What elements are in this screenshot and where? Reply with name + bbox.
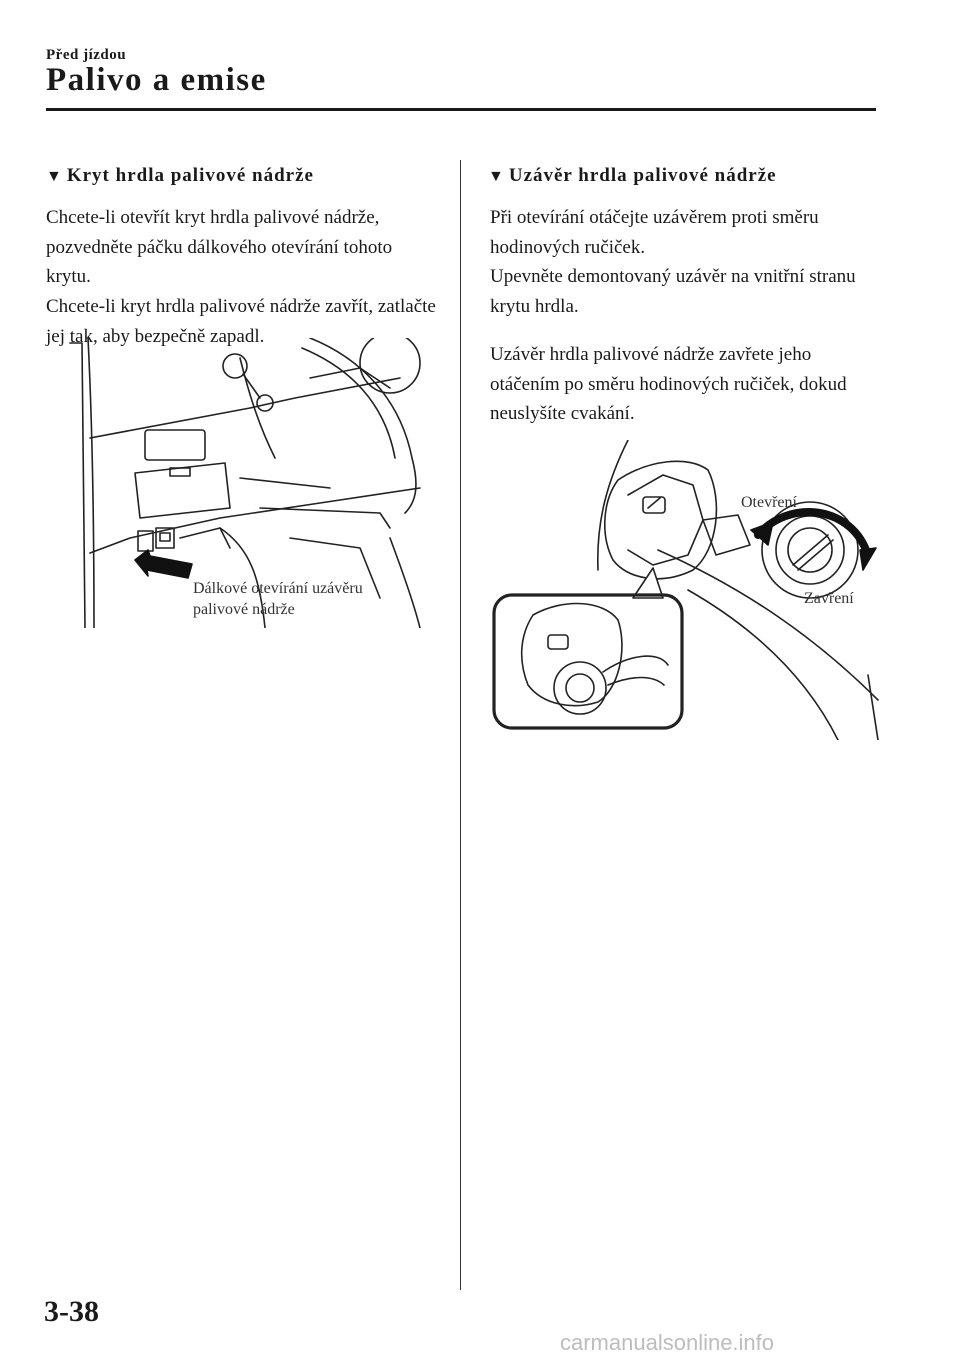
- watermark: carmanualsonline.info: [560, 1330, 775, 1355]
- column-divider: [460, 160, 461, 1290]
- paragraph-open-lid: Chcete-li otevřít kryt hrdla palivové nádrže, pozvedněte páčku dálkového otevírání tohoto krytu.: [46, 207, 393, 287]
- label-open: Otevření: [741, 494, 797, 511]
- page-title: Palivo a emise: [46, 62, 267, 98]
- fuel-cap-illustration: [488, 440, 883, 740]
- page-number: 3-38: [44, 1295, 99, 1328]
- paragraph-open-cap: Při otevírání otáčejte uzávěrem proti směru hodinových ručiček.: [490, 207, 819, 258]
- paragraph-close-lid: Chcete-li kryt hrdla palivové nádrže zavřít, zatlačte jej tak, aby bezpečně zapadl.: [46, 296, 436, 347]
- remote-release-illustration: [60, 338, 455, 628]
- remote-release-label: Dálkové otevírání uzávěru palivové nádrže: [193, 580, 363, 618]
- section-heading-fuel-lid: ▼ Kryt hrdla palivové nádrže: [46, 165, 314, 186]
- triangle-bullet-icon: ▼: [488, 168, 505, 185]
- label-close: Zavření: [804, 590, 854, 607]
- triangle-bullet-icon: ▼: [46, 168, 63, 185]
- title-rule: [46, 108, 876, 111]
- paragraph-attach-cap: Upevněte demontovaný uzávěr na vnitřní stranu krytu hrdla.: [490, 266, 856, 317]
- breadcrumb: Před jízdou: [46, 47, 127, 63]
- paragraph-close-cap: Uzávěr hrdla palivové nádrže zavřete jeho otáčením po směru hodinových ručiček, dokud neuslyšíte cvakání.: [490, 344, 847, 424]
- section-heading-fuel-cap: ▼ Uzávěr hrdla palivové nádrže: [488, 165, 777, 186]
